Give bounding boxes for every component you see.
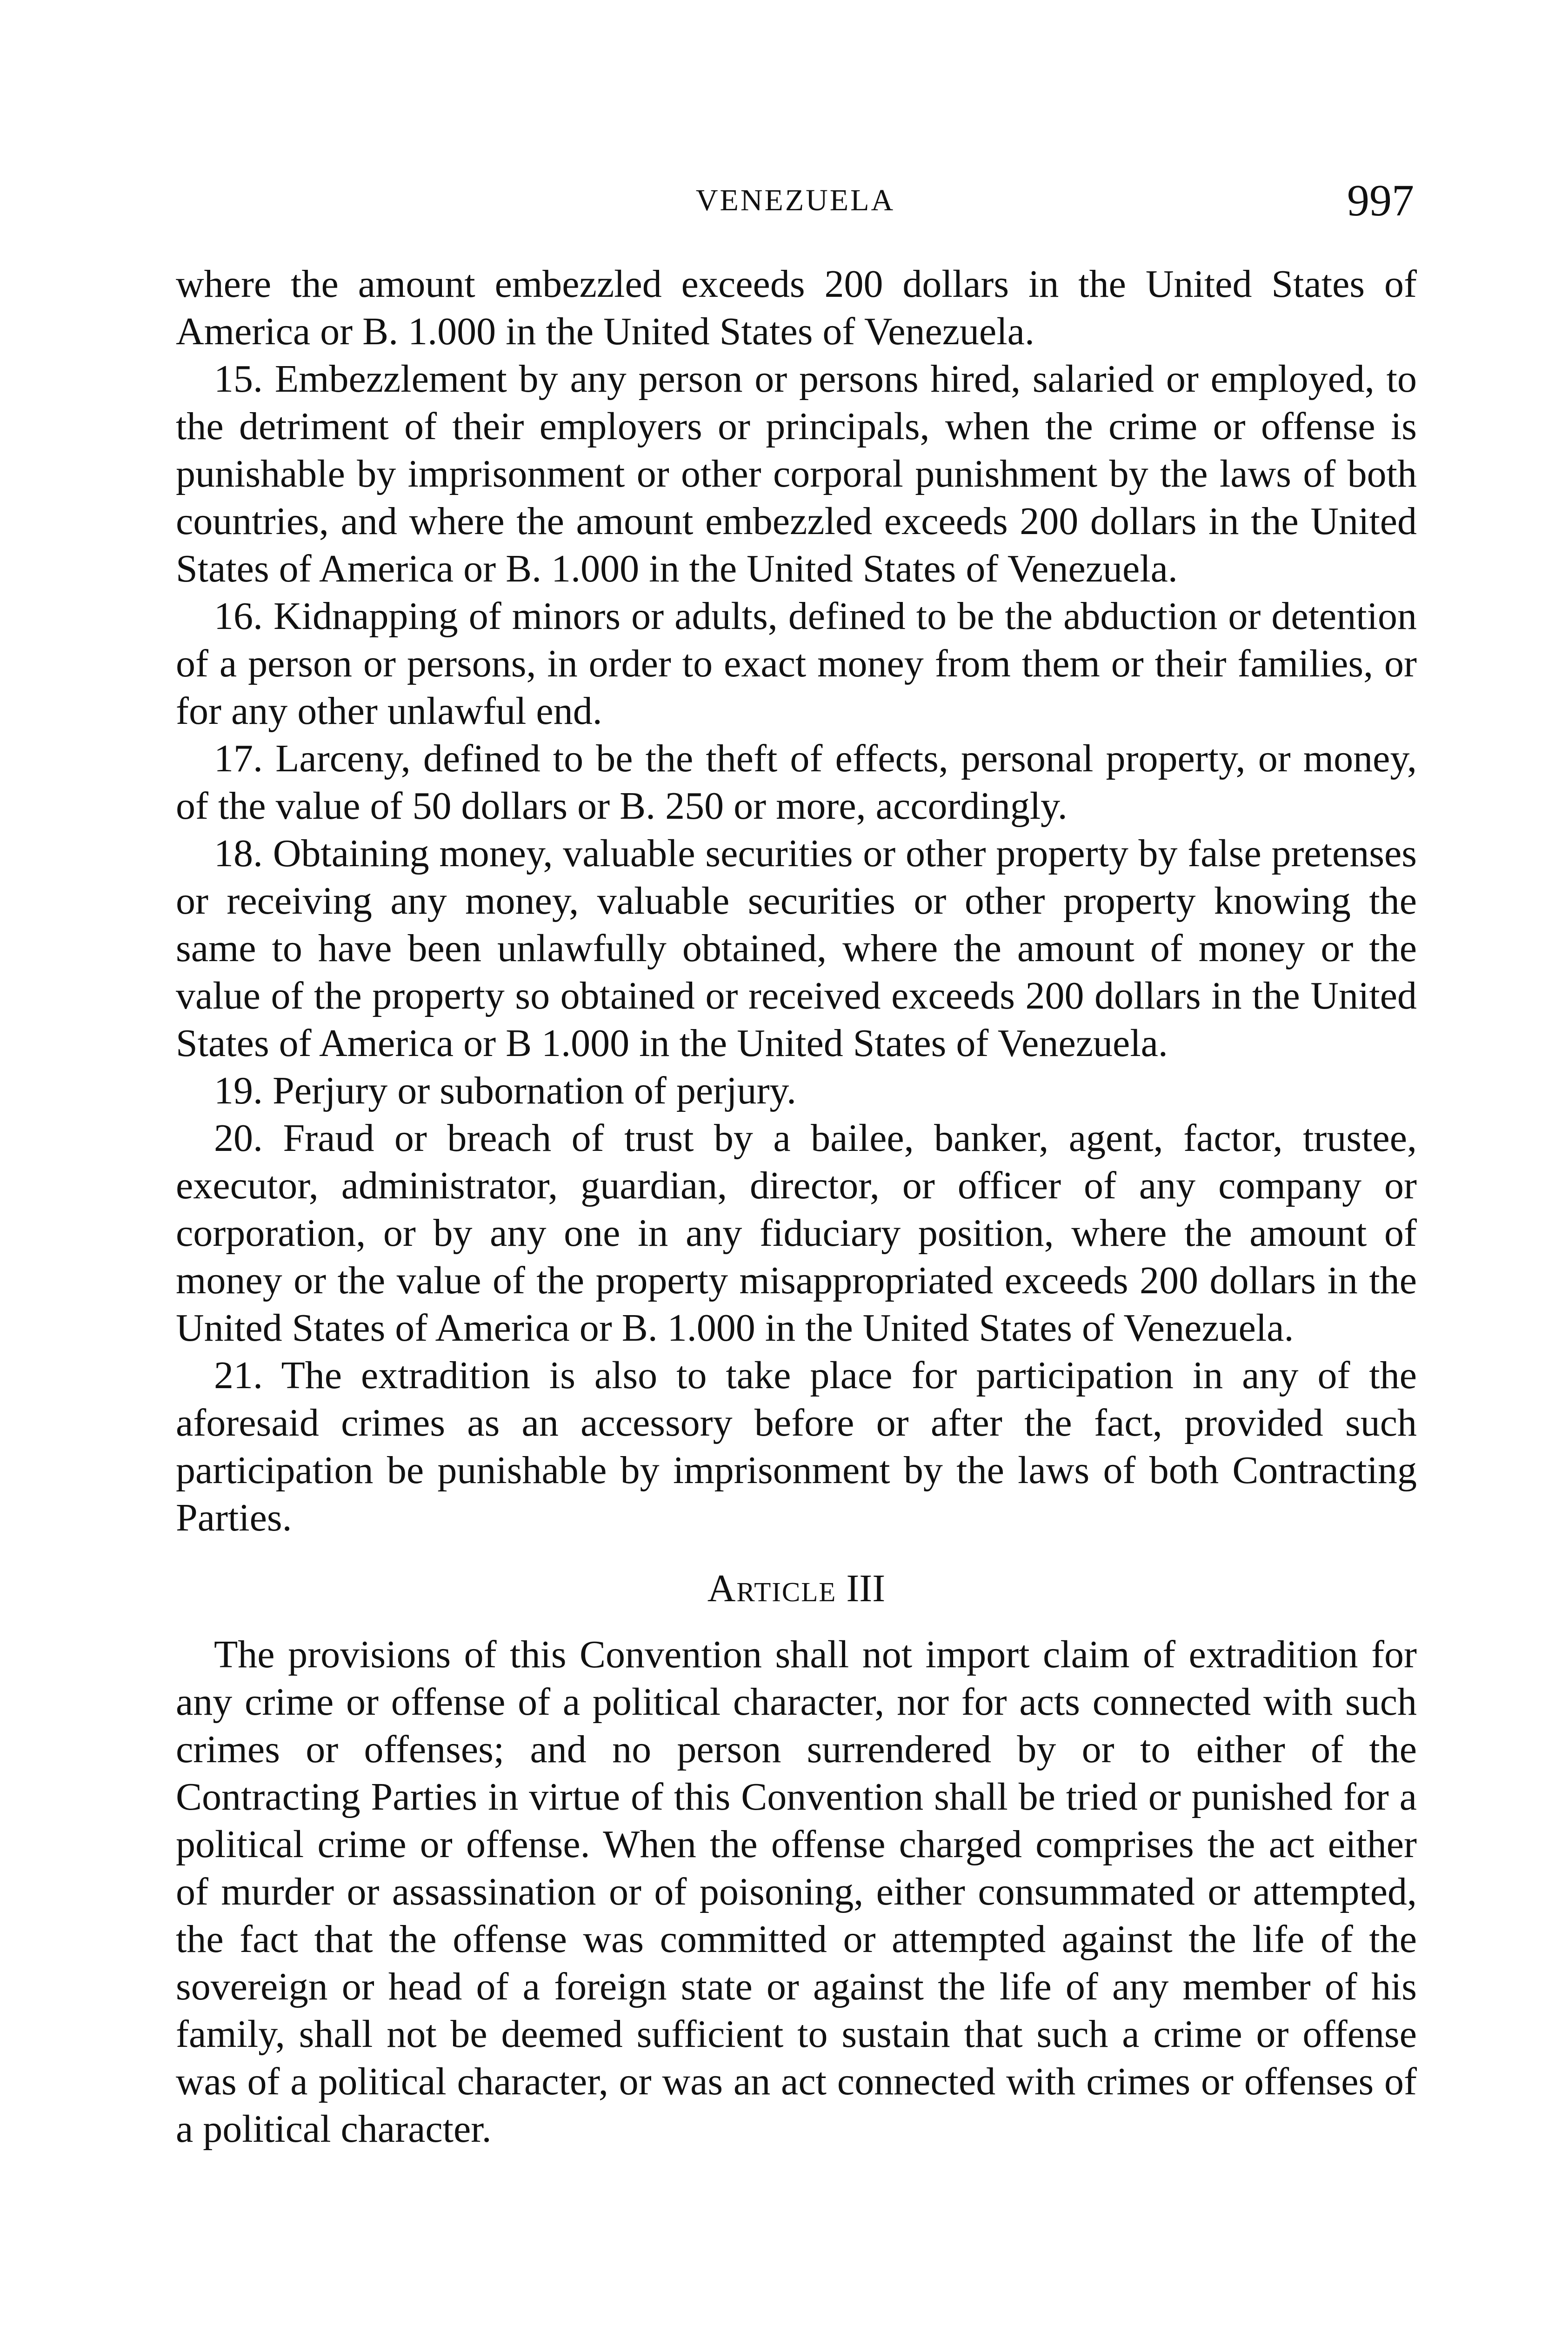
- running-title: VENEZUELA: [695, 183, 895, 217]
- body-text: [176, 261, 1417, 2153]
- paragraph-item-15: 15. Embezzlement by any person or persons hired, salaried or employed, to the detriment of their employers or principals, when the crime or offense is punishable by imprisonment or other corporal punishment by the laws of both countries, and where the amount embezzled exceeds 200 dollars in the United States of America or B. 1.000 in the United States of Venezuela.: [176, 357, 1417, 590]
- running-head: [177, 174, 1414, 235]
- paragraph-item-18: 18. Obtaining money, valuable securities or other property by false pretenses or receiving any money, valuable securities or other property knowing the same to have been unlawfully obtained, where the amount of money or the value of the property so obtained or received exceeds 200 dollars in the United States of America or B 1.000 in the United States of Venezuela.: [176, 832, 1417, 1065]
- article-heading: [176, 1565, 1417, 1612]
- page-number: 997: [1347, 175, 1414, 225]
- article-paragraph: The provisions of this Convention shall not import claim of extradition for any crime or offense of a political character, nor for acts connected with such crimes or offenses; and no person surrendered by or to either of the Contracting Parties in virtue of this Convention shall be tried or punished for a political crime or offense. When the offense charged comprises the act either of murder or assassination or of poisoning, either consummated or attempted, the fact that the offense was committed or attempted against the life of the sovereign or head of a foreign state or against the life of any member of his family, shall not be deemed sufficient to sustain that such a crime or offense was of a political character, or was an act connected with crimes or offenses of a political character.: [176, 1633, 1417, 2151]
- article-heading-word: Article: [707, 1567, 837, 1610]
- paragraph-item-17: 17. Larceny, defined to be the theft of effects, personal property, or money, of the value of 50 dollars or B. 250 or more, accordingly.: [176, 737, 1417, 828]
- article-heading-numeral: III: [846, 1567, 886, 1610]
- paragraph-item-19: 19. Perjury or subornation of perjury.: [214, 1069, 796, 1112]
- paragraph-item-20: 20. Fraud or breach of trust by a bailee, banker, agent, factor, trustee, executor, administrator, guardian, director, or officer of any company or corporation, or by any one in any fiduciary position, where the amount of money or the value of the property misappropriated exceeds 200 dollars in the United States of America or B. 1.000 in the United States of Venezuela.: [176, 1116, 1417, 1350]
- paragraph-item-21: 21. The extradition is also to take place for participation in any of the aforesaid crimes as an accessory before or after the fact, provided such participation be punishable by imprisonment by the laws of both Contracting Parties.: [176, 1354, 1417, 1539]
- paragraph-continued: where the amount embezzled exceeds 200 dollars in the United States of America or B. 1.000 in the United States of Venezuela.: [176, 262, 1417, 353]
- paragraph-item-16: 16. Kidnapping of minors or adults, defined to be the abduction or detention of a person or persons, in order to exact money from them or their families, or for any other unlawful end.: [176, 595, 1417, 733]
